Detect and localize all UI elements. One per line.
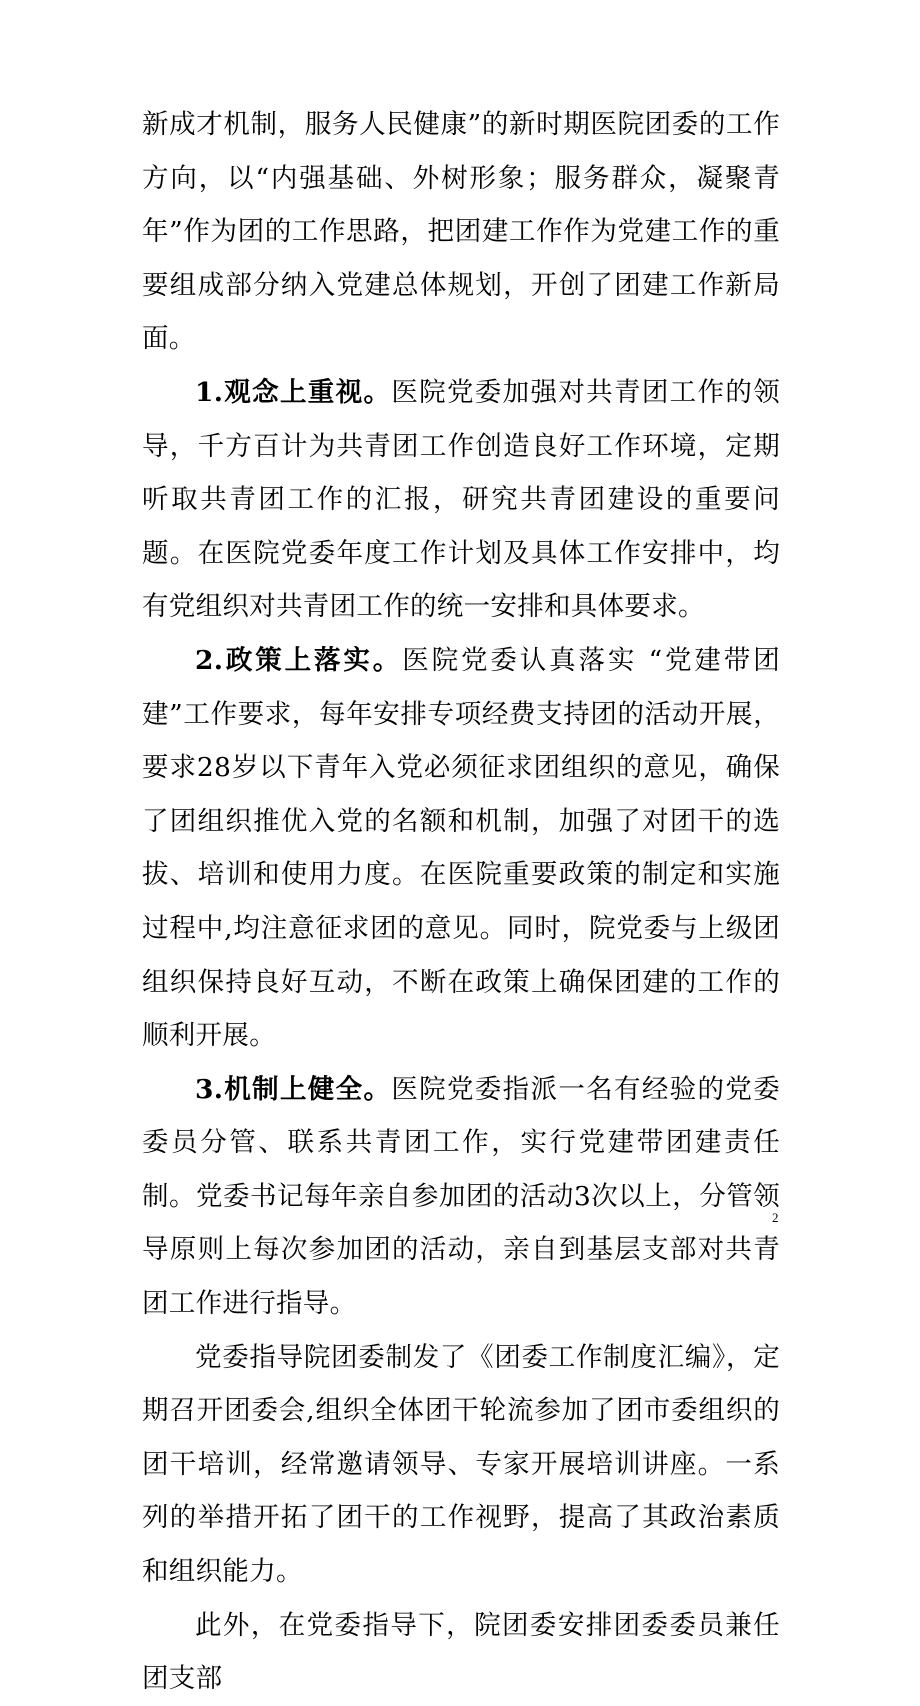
- paragraph-committee-guidance: [142, 1331, 780, 1599]
- document-body: [142, 98, 780, 1706]
- paragraph-text: 医院党委指派一名有经验的党委委员分管、联系共青团工作，实行党建带团建责任制。党委书记每年亲自参加团的活动3次以上，分管领导原则上每次参加团的活动，亲自到基层支部对共青团工作进行指导。: [142, 1073, 780, 1320]
- paragraph-text: 党委指导院团委制发了《团委工作制度汇编》，定期召开团委会,组织全体团干轮流参加了团市委组织的团干培训，经常邀请领导、专家开展培训讲座。一系列的举措开拓了团干的工作视野，提高了其政治素质和组织能力。: [142, 1341, 780, 1588]
- paragraph-heading: 3.机制上健全。: [195, 1073, 392, 1105]
- paragraph-text: 此外，在党委指导下，院团委安排团委委员兼任团支部: [142, 1609, 780, 1695]
- page-number: 2: [772, 1210, 779, 1225]
- paragraph-policy-implementation: [142, 634, 780, 1063]
- paragraph-text: 医院党委认真落实 “党建带团建”工作要求，每年安排专项经费支持团的活动开展，要求28岁以下青年入党必须征求团组织的意见，确保了团组织推优入党的名额和机制，加强了对团干的选拔、培训和使用力度。在医院重要政策的制定和实施过程中,均注意征求团的意见。同时，院党委与上级团组织保持良好互动，不断在政策上确保团建的工作的顺利开展。: [142, 644, 780, 1052]
- paragraph-concept-emphasis: [142, 366, 780, 634]
- paragraph-heading: 2.政策上落实。: [195, 644, 403, 676]
- paragraph-additional: [142, 1599, 780, 1706]
- paragraph-text: 新成才机制，服务人民健康”的新时期医院团委的工作方向，以“内强基础、外树形象；服务群众，凝聚青年”作为团的工作思路，把团建工作作为党建工作的重要组成部分纳入党建总体规划，开创了团建工作新局面。: [142, 109, 780, 355]
- paragraph-text: 医院党委加强对共青团工作的领导，千方百计为共青团工作创造良好工作环境，定期听取共青团工作的汇报，研究共青团建设的重要问题。在医院党委年度工作计划及具体工作安排中，均有党组织对共青团工作的统一安排和具体要求。: [142, 376, 780, 623]
- paragraph-heading: 1.观念上重视。: [195, 376, 392, 408]
- paragraph-mechanism-soundness: [142, 1063, 780, 1331]
- paragraph-continuation: [142, 98, 780, 366]
